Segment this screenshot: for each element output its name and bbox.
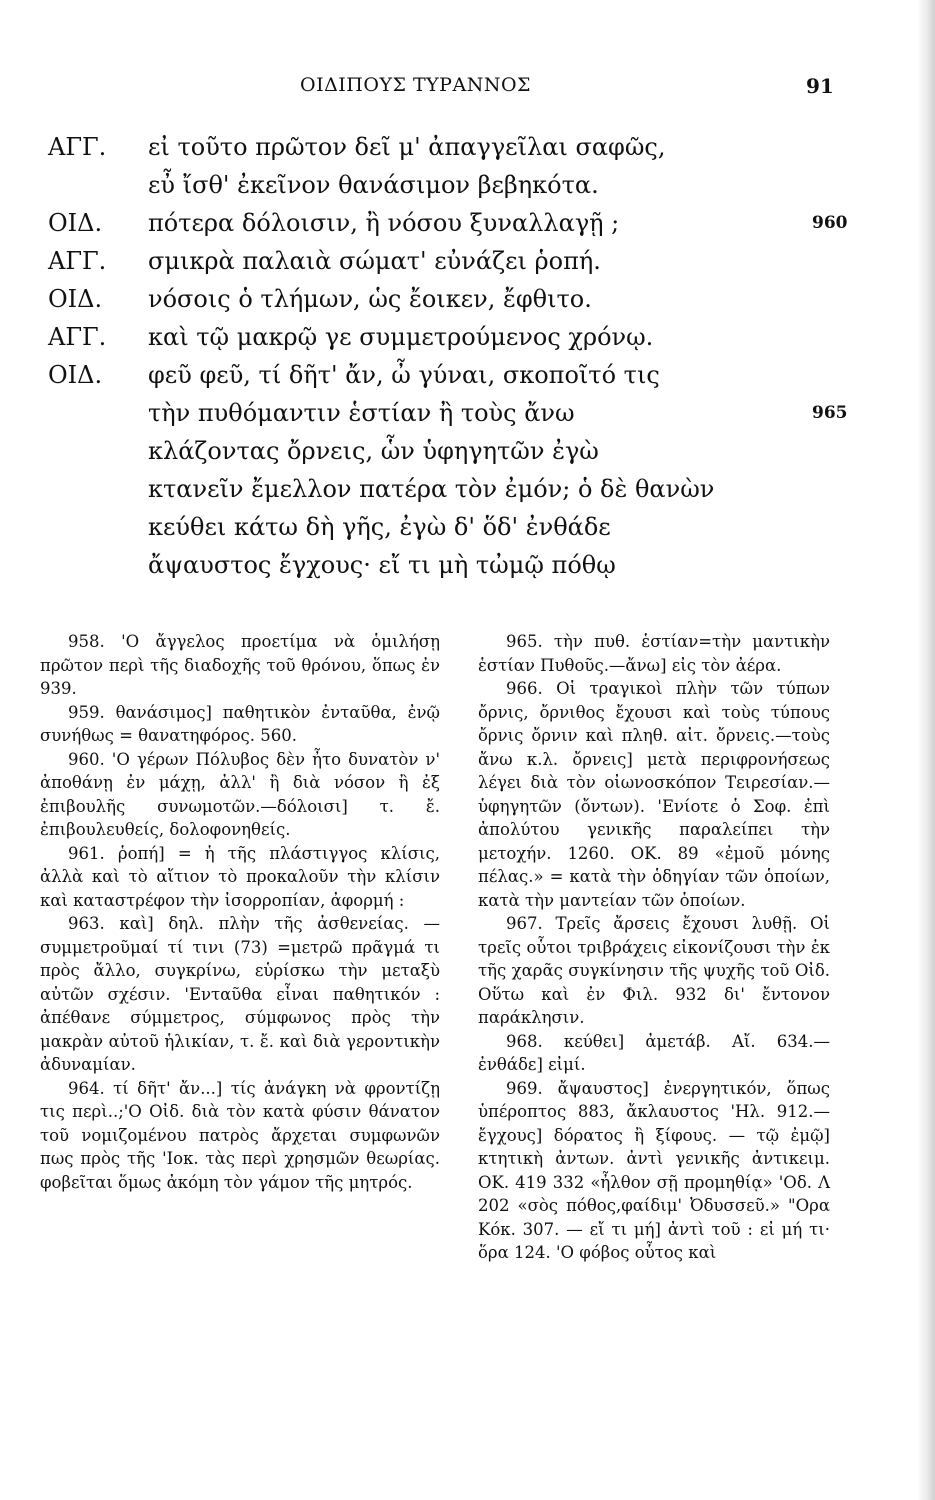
note-965: 965. τὴν πυθ. ἑστίαν=τὴν μαντικὴν ἑστίαν Πυθοῦς.—ἄνω] εἰς τὸν ἀέρα. (478, 632, 830, 675)
verse-line (0, 242, 935, 280)
notes-left-column (40, 630, 440, 1194)
verse-line (0, 394, 935, 432)
verse-line (0, 128, 935, 166)
verse-text: εἰ τοῦτο πρῶτον δεῖ μ' ἀπαγγεῖλαι σαφῶς, (148, 133, 666, 161)
verse-block (0, 128, 935, 584)
verse-text: νόσοις ὁ τλήμων, ὡς ἔοικεν, ἔφθιτο. (148, 285, 592, 313)
notes-right-column (478, 630, 830, 1265)
line-number: 960 (812, 213, 848, 233)
verse-line (0, 318, 935, 356)
verse-text: καὶ τῷ μακρῷ γε συμμετρούμενος χρόνῳ. (148, 323, 654, 351)
verse-text: τὴν πυθόμαντιν ἑστίαν ἢ τοὺς ἄνω (148, 399, 575, 427)
line-number: 965 (812, 403, 848, 423)
speaker-label: ΑΓΓ. (48, 323, 107, 351)
note-964: 964. τί δῆτ' ἄν...] τίς ἀνάγκη νὰ φροντίζῃ τις περὶ..;'Ο Οἰδ. διὰ τὸν κατὰ φύσιν θάνατον τοῦ νομιζομένου πατρὸς ἄρχεται συμφωνῶν πως πρὸς τῆς 'Ιοκ. τὰς περὶ χρησμῶν θεωρίας. φοβεῖται ὅμως ἀκόμη τὸν γάμον τῆς μητρός. (40, 1078, 440, 1192)
verse-line (0, 432, 935, 470)
note-961: 961. ῥοπή] = ἡ τῆς πλάστιγγος κλίσις, ἀλλὰ καὶ τὸ αἴτιον τὸ προκαλοῦν τὴν κλίσιν καὶ καταστρέφον τὴν ἰσορροπίαν, ἀφορμή : (40, 843, 440, 910)
verse-text: σμικρὰ παλαιὰ σώματ' εὐνάζει ῥοπή. (148, 247, 601, 275)
note-967: 967. Τρεῖς ἄρσεις ἔχουσι λυθῇ. Οἱ τρεῖς οὗτοι τριβράχεις εἰκονίζουσι τὴν ἐκ τῆς χαρᾶς συγκίνησιν τῆς ψυχῆς τοῦ Οἰδ. Οὕτω καὶ ἐν Φιλ. 932 δι' ἔντονον παράκλησιν. (478, 914, 830, 1027)
note-960: 960. 'Ο γέρων Πόλυβος δὲν ἦτο δυνατὸν ν' ἀποθάνῃ ἐν μάχῃ, ἀλλ' ἢ διὰ νόσον ἢ ἐξ ἐπιβουλῆς συνωμοτῶν.—δόλοισι] τ. ἔ. ἐπιβουλευθείς, δολοφονηθείς. (40, 749, 440, 839)
speaker-label: ΑΓΓ. (48, 247, 107, 275)
verse-text: φεῦ φεῦ, τί δῆτ' ἄν, ὦ γύναι, σκοποῖτό τις (148, 361, 660, 389)
verse-text: ἄψαυστος ἔγχους· εἴ τι μὴ τὠμῷ πόθῳ (148, 551, 616, 579)
verse-line (0, 204, 935, 242)
page-header (0, 72, 935, 102)
verse-line (0, 508, 935, 546)
note-969: 969. ἄψαυστος] ἐνεργητικόν, ὅπως ὑπέροπτος 883, ἄκλαυστος 'Ηλ. 912.—ἔγχους] δόρατος ἢ ξίφους. — τῷ ἐμῷ] κτητικὴ ἀντων. ἀντὶ γενικῆς ἀντικειμ. ΟΚ. 419 332 «ἦλθον σῇ προμηθίᾳ» 'Οδ. Λ 202 «σὸς πόθος,φαίδιμ' Ὀδυσσεῦ.» "Ορα Κόκ. 307. — εἴ τι μή] ἀντὶ τοῦ : εἰ μή τι· ὅρα 124. 'Ο φόβος οὗτος καὶ (478, 1078, 830, 1262)
verse-text: κεύθει κάτω δὴ γῆς, ἐγὼ δ' ὅδ' ἐνθάδε (148, 513, 611, 541)
page-number: 91 (806, 74, 834, 98)
note-958: 958. 'Ο ἄγγελος προετίμα νὰ ὁμιλήσῃ πρῶτον περὶ τῆς διαδοχῆς τοῦ θρόνου, ὅπως ἐν 939. (40, 632, 440, 698)
verse-text: εὖ ἴσθ' ἐκεῖνον θανάσιμον βεβηκότα. (148, 171, 599, 199)
speaker-label: ΟΙΔ. (48, 285, 103, 313)
verse-text: κλάζοντας ὄρνεις, ὧν ὑφηγητῶν ἐγὼ (148, 437, 599, 465)
note-968: 968. κεύθει] ἀμετάβ. Αἴ. 634.—ἐνθάδε] εἰμί. (478, 1031, 830, 1074)
verse-line (0, 546, 935, 584)
verse-line (0, 470, 935, 508)
speaker-label: ΟΙΔ. (48, 361, 103, 389)
note-963: 963. καὶ] δηλ. πλὴν τῆς ἀσθενείας. — συμμετροῦμαί τί τινι (73) =μετρῶ πρᾶγμά τι πρὸς ἄλλο, συγκρίνω, εὑρίσκω τὴν μεταξὺ αὐτῶν σχέσιν. 'Ενταῦθα εἶναι παθητικόν : ἀπέθανε σύμμετρος, σύμφωνος πρὸς τὴν μακρὰν αὐτοῦ ἡλικίαν, τ. ἔ. καὶ διὰ γεροντικὴν ἀδυναμίαν. (40, 914, 440, 1074)
commentary-notes (0, 630, 935, 1450)
note-966: 966. Οἱ τραγικοὶ πλὴν τῶν τύπων ὄρνις, ὄρνιθος ἔχουσι καὶ τοὺς τύπους ὄρνις ὄρνιν καὶ πληθ. αἰτ. ὄρνεις.—τοὺς ἄνω κ.λ. ὄρνεις] μετὰ περιφρονήσεως λέγει διὰ τὸν οἰωνοσκόπον Τειρεσίαν.—ὑφηγητῶν (ὄντων). 'Ενίοτε ὁ Σοφ. ἐπὶ ἀπολύτου γενικῆς παραλείπει τὴν μετοχήν. 1260. ΟΚ. 89 «ἐμοῦ μόνης πέλας.» = κατὰ τὴν ὁδηγίαν τῶν ὁποίων, κατὰ τὴν μαντείαν τῶν ὁποίων. (478, 679, 830, 910)
verse-line (0, 166, 935, 204)
speaker-label: ΟΙΔ. (48, 209, 103, 237)
verse-line (0, 280, 935, 318)
running-title: ΟΙΔΙΠΟΥΣ ΤΥΡΑΝΝΟΣ (300, 74, 531, 96)
speaker-label: ΑΓΓ. (48, 133, 107, 161)
note-959: 959. θανάσιμος] παθητικὸν ἐνταῦθα, ἐνῷ συνήθως = θανατηφόρος. 560. (40, 702, 440, 745)
verse-text: πότερα δόλοισιν, ἢ νόσου ξυναλλαγῇ ; (148, 209, 620, 237)
verse-line (0, 356, 935, 394)
verse-text: κτανεῖν ἔμελλον πατέρα τὸν ἐμόν; ὁ δὲ θανὼν (148, 475, 715, 503)
